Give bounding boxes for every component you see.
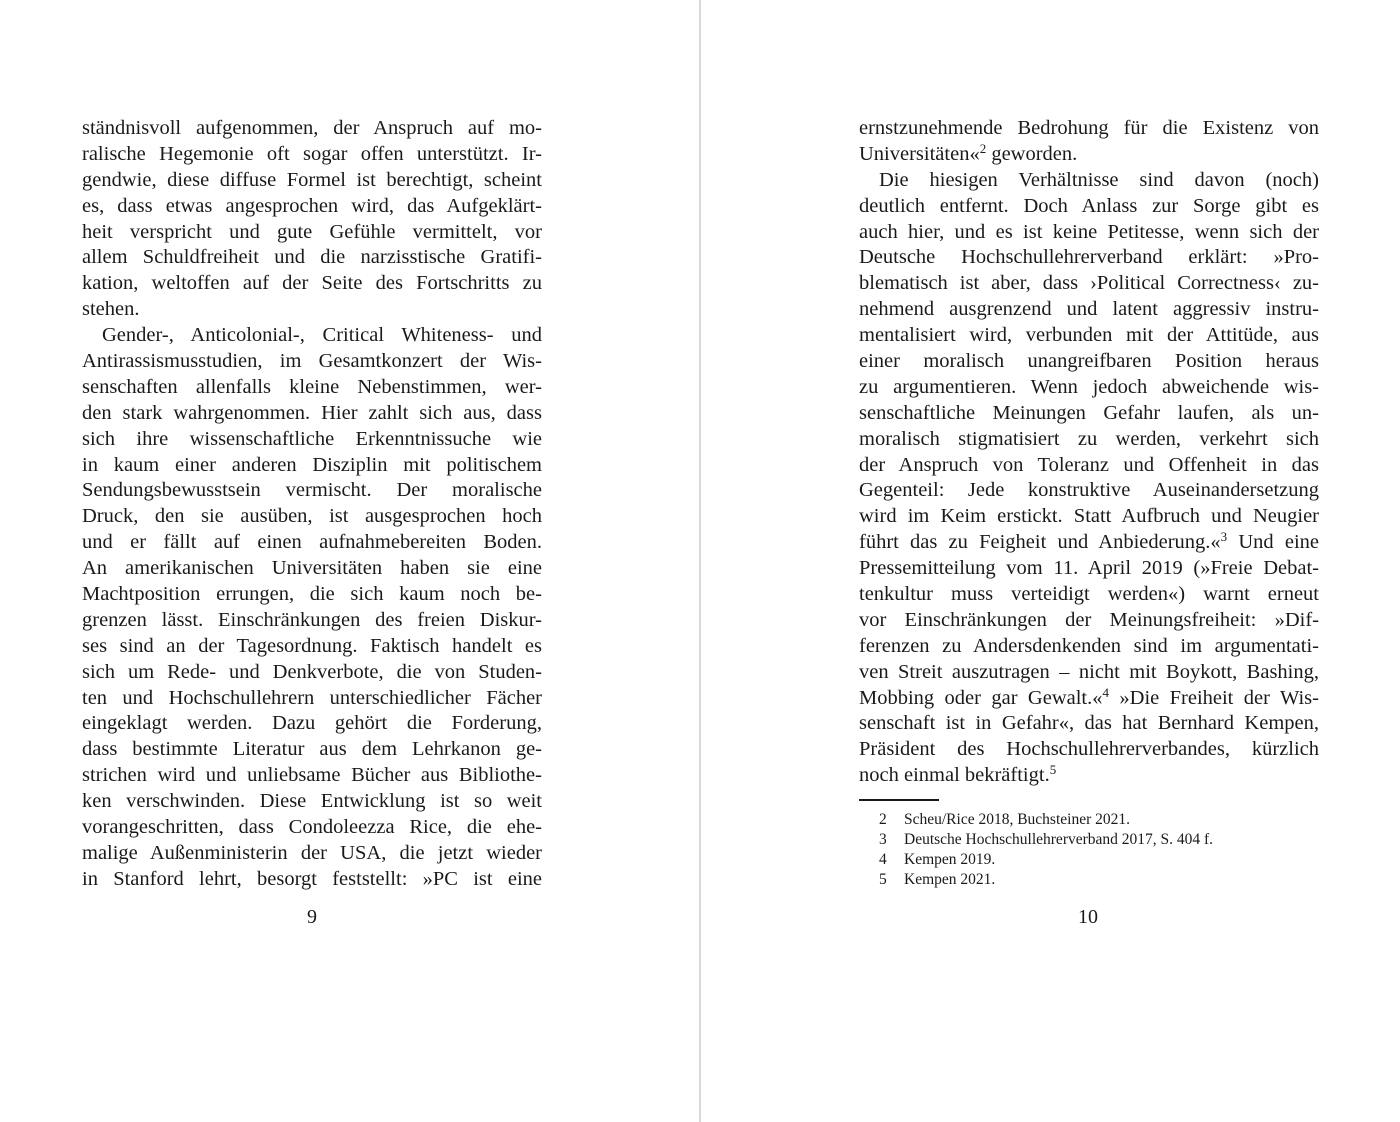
line-text: Mobbing oder gar Gewalt.«: [859, 686, 1103, 709]
left-text-block: [82, 116, 542, 893]
footnote-text: Scheu/Rice 2018, Buchsteiner 2021.: [904, 811, 1130, 828]
text-line: ständnisvoll aufgenommen, der Anspruch auf mo-: [82, 117, 542, 139]
line-text: auch hier, und es ist keine Petitesse, wenn sich der: [859, 220, 1319, 243]
text-line: ralische Hegemonie oft sogar offen unterstützt. Ir-: [82, 142, 542, 165]
text-line: dass bestimmte Literatur aus dem Lehrkanon ge-: [82, 738, 542, 761]
line-text: ferenzen zu Andersdenkenden sind im argumentati-: [859, 634, 1319, 657]
text-line: [859, 634, 1319, 660]
line-text: vor Einschränkungen der Meinungsfreiheit: »Dif-: [859, 608, 1319, 631]
text-line: [859, 556, 1319, 582]
text-line: [859, 453, 1319, 479]
text-line: grenzen lässt. Einschränkungen des freien Diskur-: [82, 608, 542, 631]
text-line: [859, 168, 1319, 194]
footnote-number: 3: [879, 831, 887, 848]
footnote-reference[interactable]: 5: [1049, 762, 1057, 778]
text-line: Druck, den sie ausüben, ist ausgesprochen hoch: [82, 505, 542, 528]
text-line: kation, weltoffen auf der Seite des Fortschritts zu: [82, 272, 542, 295]
footnote: [879, 830, 1213, 850]
line-text: wird im Keim erstickt. Statt Aufbruch und Neugier: [859, 505, 1319, 528]
line-text: einer moralisch unangreifbaren Position heraus: [859, 350, 1319, 373]
text-line: vorangeschritten, dass Condoleezza Rice, die ehe-: [82, 816, 542, 839]
page-number: 10: [1078, 906, 1098, 928]
text-line: [859, 530, 1319, 556]
text-line: sich um Rede- und Denkverbote, die von Studen-: [82, 660, 542, 683]
line-text: Pressemitteilung vom 11. April 2019 (»Freie Debat-: [859, 557, 1319, 580]
line-text: Gegenteil: Jede konstruktive Auseinandersetzung: [859, 479, 1319, 502]
text-line: malige Außenministerin der USA, die jetzt wieder: [82, 841, 542, 864]
footnote-text: Kempen 2021.: [904, 871, 996, 888]
footnote-number: 5: [879, 871, 887, 888]
line-text: Universitäten«: [859, 142, 980, 165]
text-line: [859, 323, 1319, 349]
text-line: [859, 608, 1319, 634]
footnote: [879, 810, 1213, 830]
text-line: es, dass etwas angesprochen wird, das Aufgeklärt-: [82, 194, 542, 217]
text-line: ken verschwinden. Diese Entwicklung ist so weit: [82, 790, 542, 813]
text-line: Sendungsbewusstsein vermischt. Der moralische: [82, 479, 542, 502]
line-text: Deutsche Hochschullehrerverband erklärt: »Pro-: [859, 246, 1319, 269]
text-line: [859, 194, 1319, 220]
line-text: Die hiesigen Verhältnisse sind davon (noch): [879, 168, 1319, 191]
text-line: [859, 711, 1319, 737]
line-text: führt das zu Feigheit und Anbiederung.«: [859, 531, 1221, 554]
text-line: ses sind an der Tagesordnung. Faktisch handelt es: [82, 634, 542, 657]
footnote-reference[interactable]: 2: [979, 140, 987, 156]
footnote-number: 4: [879, 851, 887, 868]
text-line: [859, 686, 1319, 712]
line-text: senschaft ist in Gefahr«, das hat Bernhard Kempen,: [859, 712, 1319, 735]
line-text: nehmend ausgrenzend und latent aggressiv instru-: [859, 298, 1319, 321]
footnote-text: Kempen 2019.: [904, 851, 996, 868]
text-line: [859, 401, 1319, 427]
text-line: [859, 427, 1319, 453]
text-line: [859, 737, 1319, 763]
text-line: Gender-, Anticolonial-, Critical Whiteness- und: [102, 324, 542, 347]
text-line: [859, 582, 1319, 608]
text-line: [859, 245, 1319, 271]
line-text: »Die Freiheit der Wis-: [1109, 686, 1319, 709]
text-line: in kaum einer anderen Disziplin mit politischem: [82, 453, 542, 476]
text-line: [859, 220, 1319, 246]
text-line: [859, 297, 1319, 323]
line-text: senschaftliche Meinungen Gefahr laufen, als un-: [859, 401, 1319, 424]
text-line: und er fällt auf einen aufnahmebereiten Boden.: [82, 531, 542, 554]
footnote-text: Deutsche Hochschullehrerverband 2017, S. 404 f.: [904, 831, 1214, 848]
text-line: [859, 349, 1319, 375]
text-line: den stark wahrgenommen. Hier zahlt sich aus, dass: [82, 401, 542, 424]
text-line: stehen.: [82, 298, 140, 321]
text-line: [859, 504, 1319, 530]
line-text: der Anspruch von Toleranz und Offenheit in das: [859, 453, 1319, 476]
text-line: allem Schuldfreiheit und die narzisstische Gratifi-: [82, 246, 542, 269]
line-text: Und eine: [1227, 531, 1319, 554]
footnote: [879, 850, 1213, 870]
text-line: in Stanford lehrt, besorgt feststellt: »PC ist eine: [82, 867, 542, 890]
text-line: senschaften allenfalls kleine Nebenstimmen, wer-: [82, 375, 542, 398]
page-number: 9: [307, 906, 317, 928]
footnote-reference[interactable]: 4: [1102, 684, 1109, 700]
text-line: sich ihre wissenschaftliche Erkenntnissuche wie: [82, 427, 542, 450]
text-line: [859, 271, 1319, 297]
text-line: eingeklagt werden. Dazu gehört die Forderung,: [82, 712, 542, 735]
line-text: noch einmal bekräftigt.: [859, 764, 1050, 787]
right-page: [701, 0, 1400, 1122]
line-text: blematisch ist aber, dass ›Political Correctness‹ zu-: [859, 272, 1319, 295]
line-text: zu argumentieren. Wenn jedoch abweichende wis-: [859, 375, 1319, 398]
text-line: Machtposition errungen, die sich kaum noch be-: [82, 583, 542, 606]
text-line: heit verspricht und gute Gefühle vermittelt, vor: [82, 220, 542, 243]
text-line: Antirassismusstudien, im Gesamtkonzert der Wis-: [82, 350, 542, 373]
text-line: An amerikanischen Universitäten haben sie eine: [82, 557, 542, 580]
text-line: [859, 142, 1319, 168]
footnote-divider: [859, 799, 939, 801]
text-line: [859, 478, 1319, 504]
right-text-block: [859, 116, 1319, 789]
footnote: [879, 870, 1213, 890]
text-line: gendwie, diese diffuse Formel ist berechtigt, scheint: [82, 168, 542, 191]
line-text: ernstzunehmende Bedrohung für die Existenz von: [859, 117, 1319, 139]
text-line: strichen wird und unliebsame Bücher aus Bibliothe-: [82, 764, 542, 787]
text-line: ten und Hochschullehrern unterschiedlicher Fächer: [82, 686, 542, 709]
line-text: mentalisiert wird, verbunden mit der Attitüde, aus: [859, 324, 1319, 347]
text-line: [859, 660, 1319, 686]
text-line: [859, 763, 1319, 789]
line-text: tenkultur muss verteidigt werden«) warnt erneut: [859, 583, 1319, 606]
text-line: [859, 116, 1319, 142]
footnotes: [879, 810, 1213, 890]
line-text: geworden.: [986, 142, 1078, 165]
line-text: moralisch stigmatisiert zu werden, verkehrt sich: [859, 427, 1319, 450]
line-text: Präsident des Hochschullehrerverbandes, kürzlich: [859, 738, 1319, 761]
text-line: [859, 375, 1319, 401]
line-text: ven Streit auszutragen – nicht mit Boykott, Bashing,: [859, 660, 1319, 683]
footnote-number: 2: [879, 811, 887, 828]
footnote-reference[interactable]: 3: [1220, 529, 1228, 545]
line-text: deutlich entfernt. Doch Anlass zur Sorge gibt es: [859, 194, 1319, 217]
